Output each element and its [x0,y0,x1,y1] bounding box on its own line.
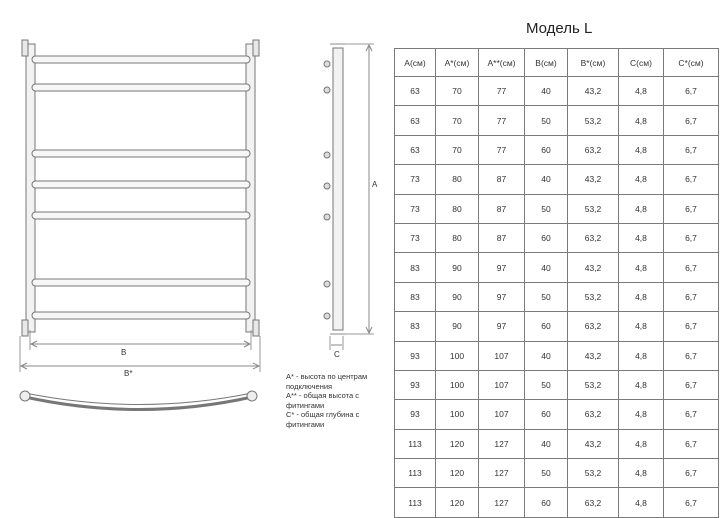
table-cell: 50 [525,106,568,135]
table-cell: 73 [395,194,436,223]
table-cell: 4,8 [619,370,664,399]
table-cell: 6,7 [664,282,719,311]
note-c-star: C* - общая глубина с фитингами [286,410,360,429]
table-cell: 43,2 [568,77,619,106]
table-cell: 77 [479,106,525,135]
table-cell: 40 [525,253,568,282]
table-cell: 50 [525,370,568,399]
table-cell: 87 [479,223,525,252]
column-header-b: B(см) [525,49,568,77]
table-cell: 100 [436,400,479,429]
column-header-a: A(см) [395,49,436,77]
rung [32,56,250,63]
notes [286,372,398,430]
rung [32,84,250,91]
side-upright [333,48,343,330]
table-row [395,135,719,164]
table-cell: 97 [479,282,525,311]
table-row [395,194,719,223]
table-cell: 4,8 [619,488,664,517]
table-cell: 4,8 [619,312,664,341]
table-cell: 6,7 [664,459,719,488]
table-cell: 53,2 [568,370,619,399]
table-cell: 60 [525,223,568,252]
table-cell: 107 [479,341,525,370]
table-row [395,370,719,399]
column-header-b-star: B*(см) [568,49,619,77]
rung [32,279,250,286]
fitting-top-left [22,40,28,56]
table-cell: 127 [479,459,525,488]
table-cell: 53,2 [568,194,619,223]
table-cell: 6,7 [664,488,719,517]
table-cell: 6,7 [664,312,719,341]
table-row [395,400,719,429]
table-row [395,106,719,135]
table-cell: 6,7 [664,429,719,458]
table-cell: 80 [436,165,479,194]
table-cell: 87 [479,165,525,194]
label-b-star: B* [124,369,133,378]
table-cell: 43,2 [568,429,619,458]
fitting-top-right [253,40,259,56]
table-cell: 127 [479,429,525,458]
table-cell: 120 [436,488,479,517]
model-title: Модель L [526,20,593,37]
table-cell: 53,2 [568,106,619,135]
table-cell: 83 [395,282,436,311]
fitting-bottom-left [22,320,28,336]
table-cell: 100 [436,370,479,399]
table-cell: 53,2 [568,282,619,311]
table-cell: 90 [436,253,479,282]
table-cell: 113 [395,459,436,488]
table-row [395,77,719,106]
table-cell: 4,8 [619,429,664,458]
table-row [395,312,719,341]
table-cell: 70 [436,135,479,164]
table-cell: 4,8 [619,282,664,311]
table-cell: 6,7 [664,223,719,252]
note-a-double-star: A** - общая высота с фитингами [286,391,360,410]
spec-table [394,48,719,518]
front-view [20,40,260,372]
table-cell: 40 [525,77,568,106]
column-header-c-star: C*(см) [664,49,719,77]
table-cell: 63 [395,106,436,135]
table-row [395,223,719,252]
table-cell: 77 [479,77,525,106]
column-header-a-star: A*(см) [436,49,479,77]
table-cell: 4,8 [619,106,664,135]
table-cell: 70 [436,106,479,135]
table-cell: 53,2 [568,459,619,488]
table-cell: 6,7 [664,135,719,164]
table-cell: 50 [525,459,568,488]
table-cell: 113 [395,488,436,517]
table-cell: 97 [479,253,525,282]
table-cell: 6,7 [664,77,719,106]
table-cell: 63,2 [568,312,619,341]
label-b: B [121,348,127,357]
table-cell: 83 [395,312,436,341]
table-cell: 70 [436,77,479,106]
table-cell: 6,7 [664,194,719,223]
label-c: C [334,350,340,359]
table-cell: 63 [395,135,436,164]
table-cell: 107 [479,370,525,399]
table-cell: 60 [525,400,568,429]
note-a-star: A* - высота по центрам подключения [286,372,368,391]
table-cell: 63,2 [568,223,619,252]
table-cell: 50 [525,282,568,311]
table-cell: 6,7 [664,106,719,135]
column-header-c: C(см) [619,49,664,77]
table-cell: 93 [395,400,436,429]
table-cell: 6,7 [664,341,719,370]
table-cell: 127 [479,488,525,517]
table-cell: 63,2 [568,135,619,164]
side-view [324,44,374,350]
table-cell: 60 [525,312,568,341]
table-cell: 63,2 [568,488,619,517]
table-row [395,459,719,488]
table-cell: 77 [479,135,525,164]
table-cell: 80 [436,223,479,252]
table-cell: 113 [395,429,436,458]
table-cell: 4,8 [619,194,664,223]
table-row [395,165,719,194]
table-cell: 73 [395,223,436,252]
table-row [395,429,719,458]
table-cell: 4,8 [619,165,664,194]
rung [32,212,250,219]
table-cell: 100 [436,341,479,370]
label-a: A [372,180,378,189]
rung [32,150,250,157]
table-body [395,77,719,518]
table-row [395,488,719,517]
table-cell: 4,8 [619,400,664,429]
top-view [20,391,257,410]
table-cell: 63 [395,77,436,106]
table-row [395,253,719,282]
fitting-bottom-right [253,320,259,336]
table-cell: 60 [525,135,568,164]
table-cell: 43,2 [568,165,619,194]
table-cell: 90 [436,282,479,311]
table-cell: 6,7 [664,370,719,399]
table-cell: 43,2 [568,253,619,282]
table-cell: 63,2 [568,400,619,429]
rung [32,181,250,188]
table-cell: 73 [395,165,436,194]
table-cell: 50 [525,194,568,223]
table-row [395,341,719,370]
table-cell: 97 [479,312,525,341]
column-header-a-double-star: A**(см) [479,49,525,77]
table-cell: 4,8 [619,459,664,488]
table-cell: 87 [479,194,525,223]
table-header-row [395,49,719,77]
table-cell: 40 [525,341,568,370]
table-cell: 4,8 [619,341,664,370]
table-cell: 4,8 [619,253,664,282]
table-cell: 93 [395,370,436,399]
table-cell: 4,8 [619,135,664,164]
table-row [395,282,719,311]
table-cell: 80 [436,194,479,223]
table-cell: 120 [436,429,479,458]
table-cell: 90 [436,312,479,341]
table-cell: 60 [525,488,568,517]
table-cell: 120 [436,459,479,488]
table-cell: 83 [395,253,436,282]
table-cell: 93 [395,341,436,370]
table-cell: 4,8 [619,77,664,106]
table-cell: 40 [525,429,568,458]
table-cell: 40 [525,165,568,194]
table-cell: 6,7 [664,165,719,194]
rung [32,312,250,319]
table-cell: 107 [479,400,525,429]
table-cell: 43,2 [568,341,619,370]
table-cell: 4,8 [619,223,664,252]
table-cell: 6,7 [664,400,719,429]
table-cell: 6,7 [664,253,719,282]
